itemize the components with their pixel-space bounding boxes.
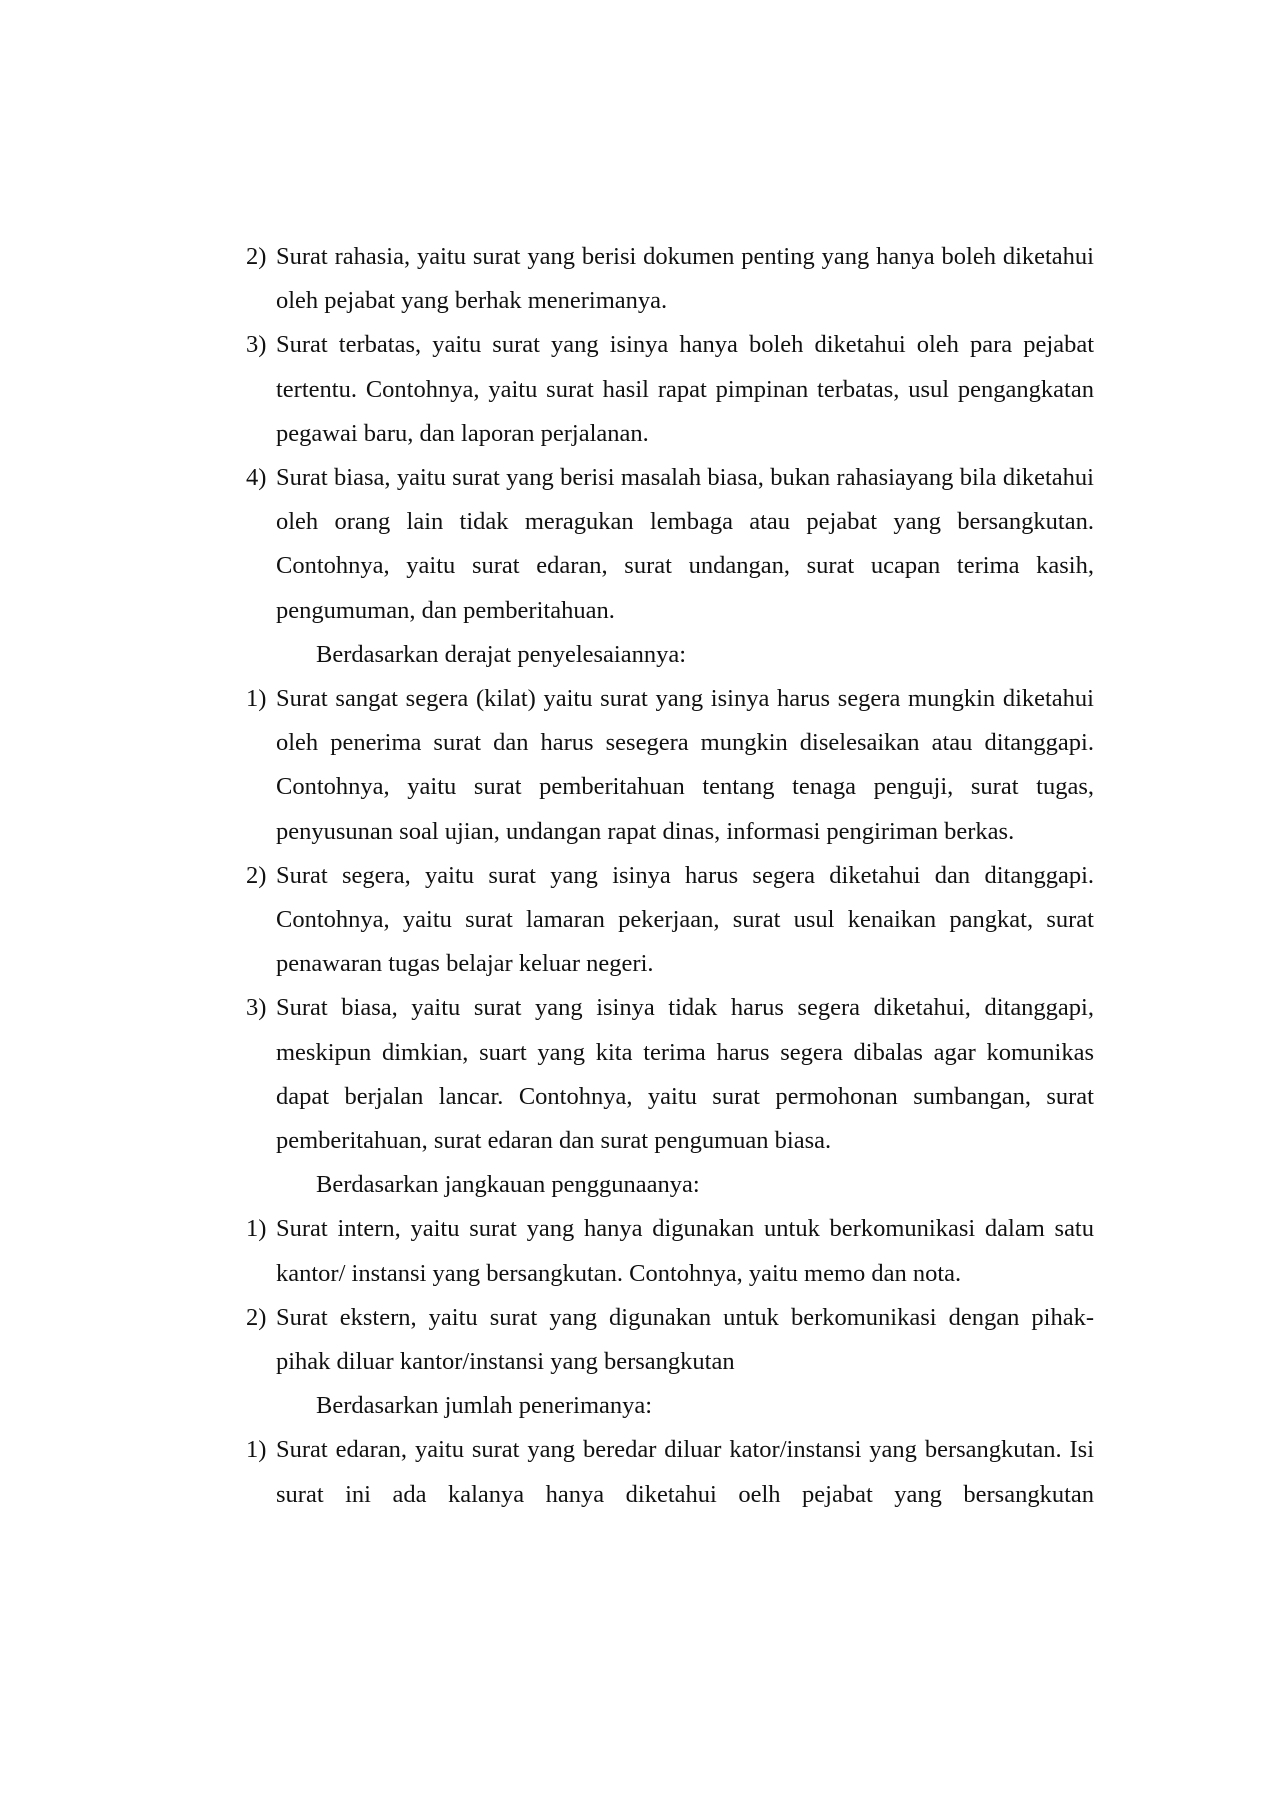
section-heading-jumlah-penerima: Berdasarkan jumlah penerimanya: bbox=[316, 1392, 653, 1420]
list-item-surat-rahasia bbox=[246, 235, 1094, 323]
list-item-surat-biasa bbox=[246, 456, 1094, 633]
list-item-surat-terbatas bbox=[246, 323, 1094, 456]
list-text: Surat biasa, yaitu surat yang isinya tidak harus segera diketahui, ditanggapi, meskipun dimkian, suart yang kita terima harus segera dibalas agar komunikas dapat berjalan lancar. Contohnya, yaitu surat permohonan sumbangan, surat pemberitahuan, surat edaran dan surat pengumuan biasa. bbox=[276, 994, 1094, 1155]
list-item-surat-segera bbox=[246, 854, 1094, 987]
section-heading-jangkauan-penggunaan: Berdasarkan jangkauan penggunaanya: bbox=[316, 1171, 700, 1199]
list-text: Surat edaran, yaitu surat yang beredar diluar kator/instansi yang bersangkutan. Isi surat ini ada kalanya hanya diketahui oelh pejabat yang bersangkutan bbox=[276, 1436, 1094, 1508]
document-body bbox=[246, 235, 1094, 1517]
list-item-surat-edaran bbox=[246, 1428, 1094, 1516]
list-number: 1) bbox=[246, 1436, 267, 1464]
section-heading-derajat-penyelesaian: Berdasarkan derajat penyelesaiannya: bbox=[316, 640, 687, 668]
list-text: Surat biasa, yaitu surat yang berisi masalah biasa, bukan rahasiayang bila diketahui oleh orang lain tidak meragukan lembaga atau pejabat yang bersangkutan. Contohnya, yaitu surat edaran, surat undangan, surat ucapan terima kasih, pengumuman, dan pemberitahuan. bbox=[276, 464, 1094, 624]
list-text: Surat ekstern, yaitu surat yang digunakan untuk berkomunikasi dengan pihak-pihak diluar kantor/instansi yang bersangkutan bbox=[276, 1303, 1094, 1376]
list-text: Surat segera, yaitu surat yang isinya harus segera diketahui dan ditanggapi. Contohnya, yaitu surat lamaran pekerjaan, surat usul kenaikan pangkat, surat penawaran tugas belajar keluar negeri. bbox=[276, 861, 1094, 978]
list-number: 3) bbox=[246, 331, 267, 359]
list-number: 1) bbox=[246, 1215, 267, 1243]
list-item-surat-intern bbox=[246, 1207, 1094, 1295]
list-number: 2) bbox=[246, 861, 267, 889]
list-item-surat-sangat-segera bbox=[246, 677, 1094, 854]
list-number: 4) bbox=[246, 464, 267, 492]
list-number: 2) bbox=[246, 1303, 267, 1331]
list-text: Surat terbatas, yaitu surat yang isinya hanya boleh diketahui oleh para pejabat tertentu. Contohnya, yaitu surat hasil rapat pimpinan terbatas, usul pengangkatan pegawai baru, dan laporan perjalanan. bbox=[276, 331, 1094, 447]
list-number: 3) bbox=[246, 994, 267, 1022]
list-item-surat-ekstern bbox=[246, 1296, 1094, 1384]
list-text: Surat sangat segera (kilat) yaitu surat yang isinya harus segera mungkin diketahui oleh penerima surat dan harus sesegera mungkin diselesaikan atau ditanggapi. Contohnya, yaitu surat pemberitahuan tentang tenaga penguji, surat tugas, penyusunan soal ujian, undangan rapat dinas, informasi pengiriman berkas. bbox=[276, 685, 1094, 845]
list-number: 2) bbox=[246, 243, 267, 270]
list-text: Surat intern, yaitu surat yang hanya digunakan untuk berkomunikasi dalam satu kantor/ instansi yang bersangkutan. Contohnya, yaitu memo dan nota. bbox=[276, 1215, 1094, 1287]
list-number: 1) bbox=[246, 685, 267, 713]
list-item-surat-biasa-penyelesaian bbox=[246, 986, 1094, 1163]
list-text: Surat rahasia, yaitu surat yang berisi dokumen penting yang hanya boleh diketahui oleh pejabat yang berhak menerimanya. bbox=[276, 243, 1094, 315]
